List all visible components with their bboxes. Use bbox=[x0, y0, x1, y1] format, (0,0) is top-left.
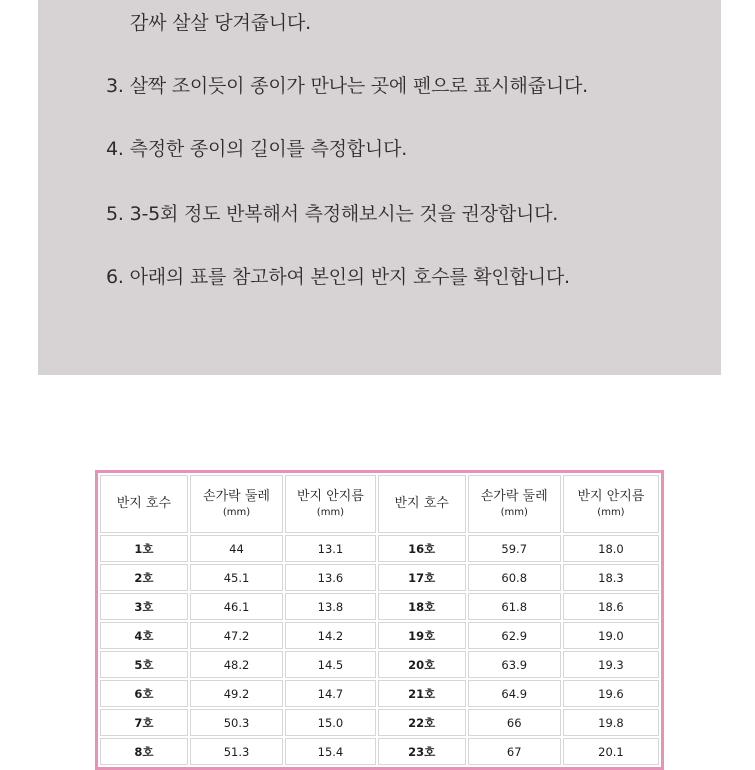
cell-circumference: 61.8 bbox=[468, 593, 561, 620]
cell-circumference: 64.9 bbox=[468, 680, 561, 707]
instruction-step-3: 3. 살짝 조이듯이 종이가 만나는 곳에 펜으로 표시해줍니다. bbox=[106, 75, 588, 97]
cell-circumference: 46.1 bbox=[190, 593, 283, 620]
cell-diameter: 18.0 bbox=[563, 535, 659, 562]
cell-diameter: 19.0 bbox=[563, 622, 659, 649]
ring-size-table-frame bbox=[95, 470, 664, 770]
header-ring-size: 반지 호수 bbox=[100, 475, 188, 533]
cell-circumference: 62.9 bbox=[468, 622, 561, 649]
cell-circumference: 49.2 bbox=[190, 680, 283, 707]
cell-size: 21호 bbox=[378, 680, 466, 707]
header-finger-circumference: 손가락 둘레 (mm) bbox=[468, 475, 561, 533]
cell-diameter: 19.6 bbox=[563, 680, 659, 707]
instruction-step-2-continued: 감싸 살살 당겨줍니다. bbox=[130, 12, 311, 34]
ring-size-table bbox=[98, 473, 661, 767]
cell-diameter: 14.5 bbox=[285, 651, 376, 678]
cell-size: 8호 bbox=[100, 738, 188, 765]
cell-size: 19호 bbox=[378, 622, 466, 649]
cell-size: 16호 bbox=[378, 535, 466, 562]
instruction-step-5: 5. 3-5회 정도 반복해서 측정해보시는 것을 권장합니다. bbox=[106, 203, 559, 225]
table-row bbox=[100, 651, 659, 678]
cell-size: 2호 bbox=[100, 564, 188, 591]
header-inner-diameter: 반지 안지름 (mm) bbox=[563, 475, 659, 533]
cell-circumference: 45.1 bbox=[190, 564, 283, 591]
cell-circumference: 48.2 bbox=[190, 651, 283, 678]
instruction-step-4: 4. 측정한 종이의 길이를 측정합니다. bbox=[106, 138, 408, 160]
cell-diameter: 13.6 bbox=[285, 564, 376, 591]
cell-size: 6호 bbox=[100, 680, 188, 707]
cell-size: 17호 bbox=[378, 564, 466, 591]
table-row bbox=[100, 680, 659, 707]
cell-circumference: 60.8 bbox=[468, 564, 561, 591]
header-ring-size: 반지 호수 bbox=[378, 475, 466, 533]
cell-size: 7호 bbox=[100, 709, 188, 736]
cell-diameter: 15.4 bbox=[285, 738, 376, 765]
cell-size: 1호 bbox=[100, 535, 188, 562]
table-row bbox=[100, 593, 659, 620]
table-row bbox=[100, 535, 659, 562]
table-row bbox=[100, 564, 659, 591]
cell-circumference: 67 bbox=[468, 738, 561, 765]
cell-diameter: 18.3 bbox=[563, 564, 659, 591]
table-row bbox=[100, 738, 659, 765]
header-finger-circumference: 손가락 둘레 (mm) bbox=[190, 475, 283, 533]
cell-size: 5호 bbox=[100, 651, 188, 678]
cell-circumference: 66 bbox=[468, 709, 561, 736]
cell-diameter: 14.2 bbox=[285, 622, 376, 649]
cell-circumference: 51.3 bbox=[190, 738, 283, 765]
cell-diameter: 14.7 bbox=[285, 680, 376, 707]
table-header-row bbox=[100, 475, 659, 533]
cell-diameter: 18.6 bbox=[563, 593, 659, 620]
table-row bbox=[100, 622, 659, 649]
cell-diameter: 20.1 bbox=[563, 738, 659, 765]
cell-size: 3호 bbox=[100, 593, 188, 620]
header-inner-diameter: 반지 안지름 (mm) bbox=[285, 475, 376, 533]
instruction-step-6: 6. 아래의 표를 참고하여 본인의 반지 호수를 확인합니다. bbox=[106, 266, 570, 288]
cell-size: 23호 bbox=[378, 738, 466, 765]
cell-diameter: 15.0 bbox=[285, 709, 376, 736]
cell-circumference: 47.2 bbox=[190, 622, 283, 649]
cell-diameter: 13.8 bbox=[285, 593, 376, 620]
cell-circumference: 50.3 bbox=[190, 709, 283, 736]
cell-size: 20호 bbox=[378, 651, 466, 678]
cell-size: 18호 bbox=[378, 593, 466, 620]
table-row bbox=[100, 709, 659, 736]
cell-diameter: 19.3 bbox=[563, 651, 659, 678]
cell-circumference: 44 bbox=[190, 535, 283, 562]
cell-size: 22호 bbox=[378, 709, 466, 736]
cell-circumference: 63.9 bbox=[468, 651, 561, 678]
cell-diameter: 13.1 bbox=[285, 535, 376, 562]
instructions-panel bbox=[38, 0, 721, 375]
cell-size: 4호 bbox=[100, 622, 188, 649]
cell-diameter: 19.8 bbox=[563, 709, 659, 736]
cell-circumference: 59.7 bbox=[468, 535, 561, 562]
